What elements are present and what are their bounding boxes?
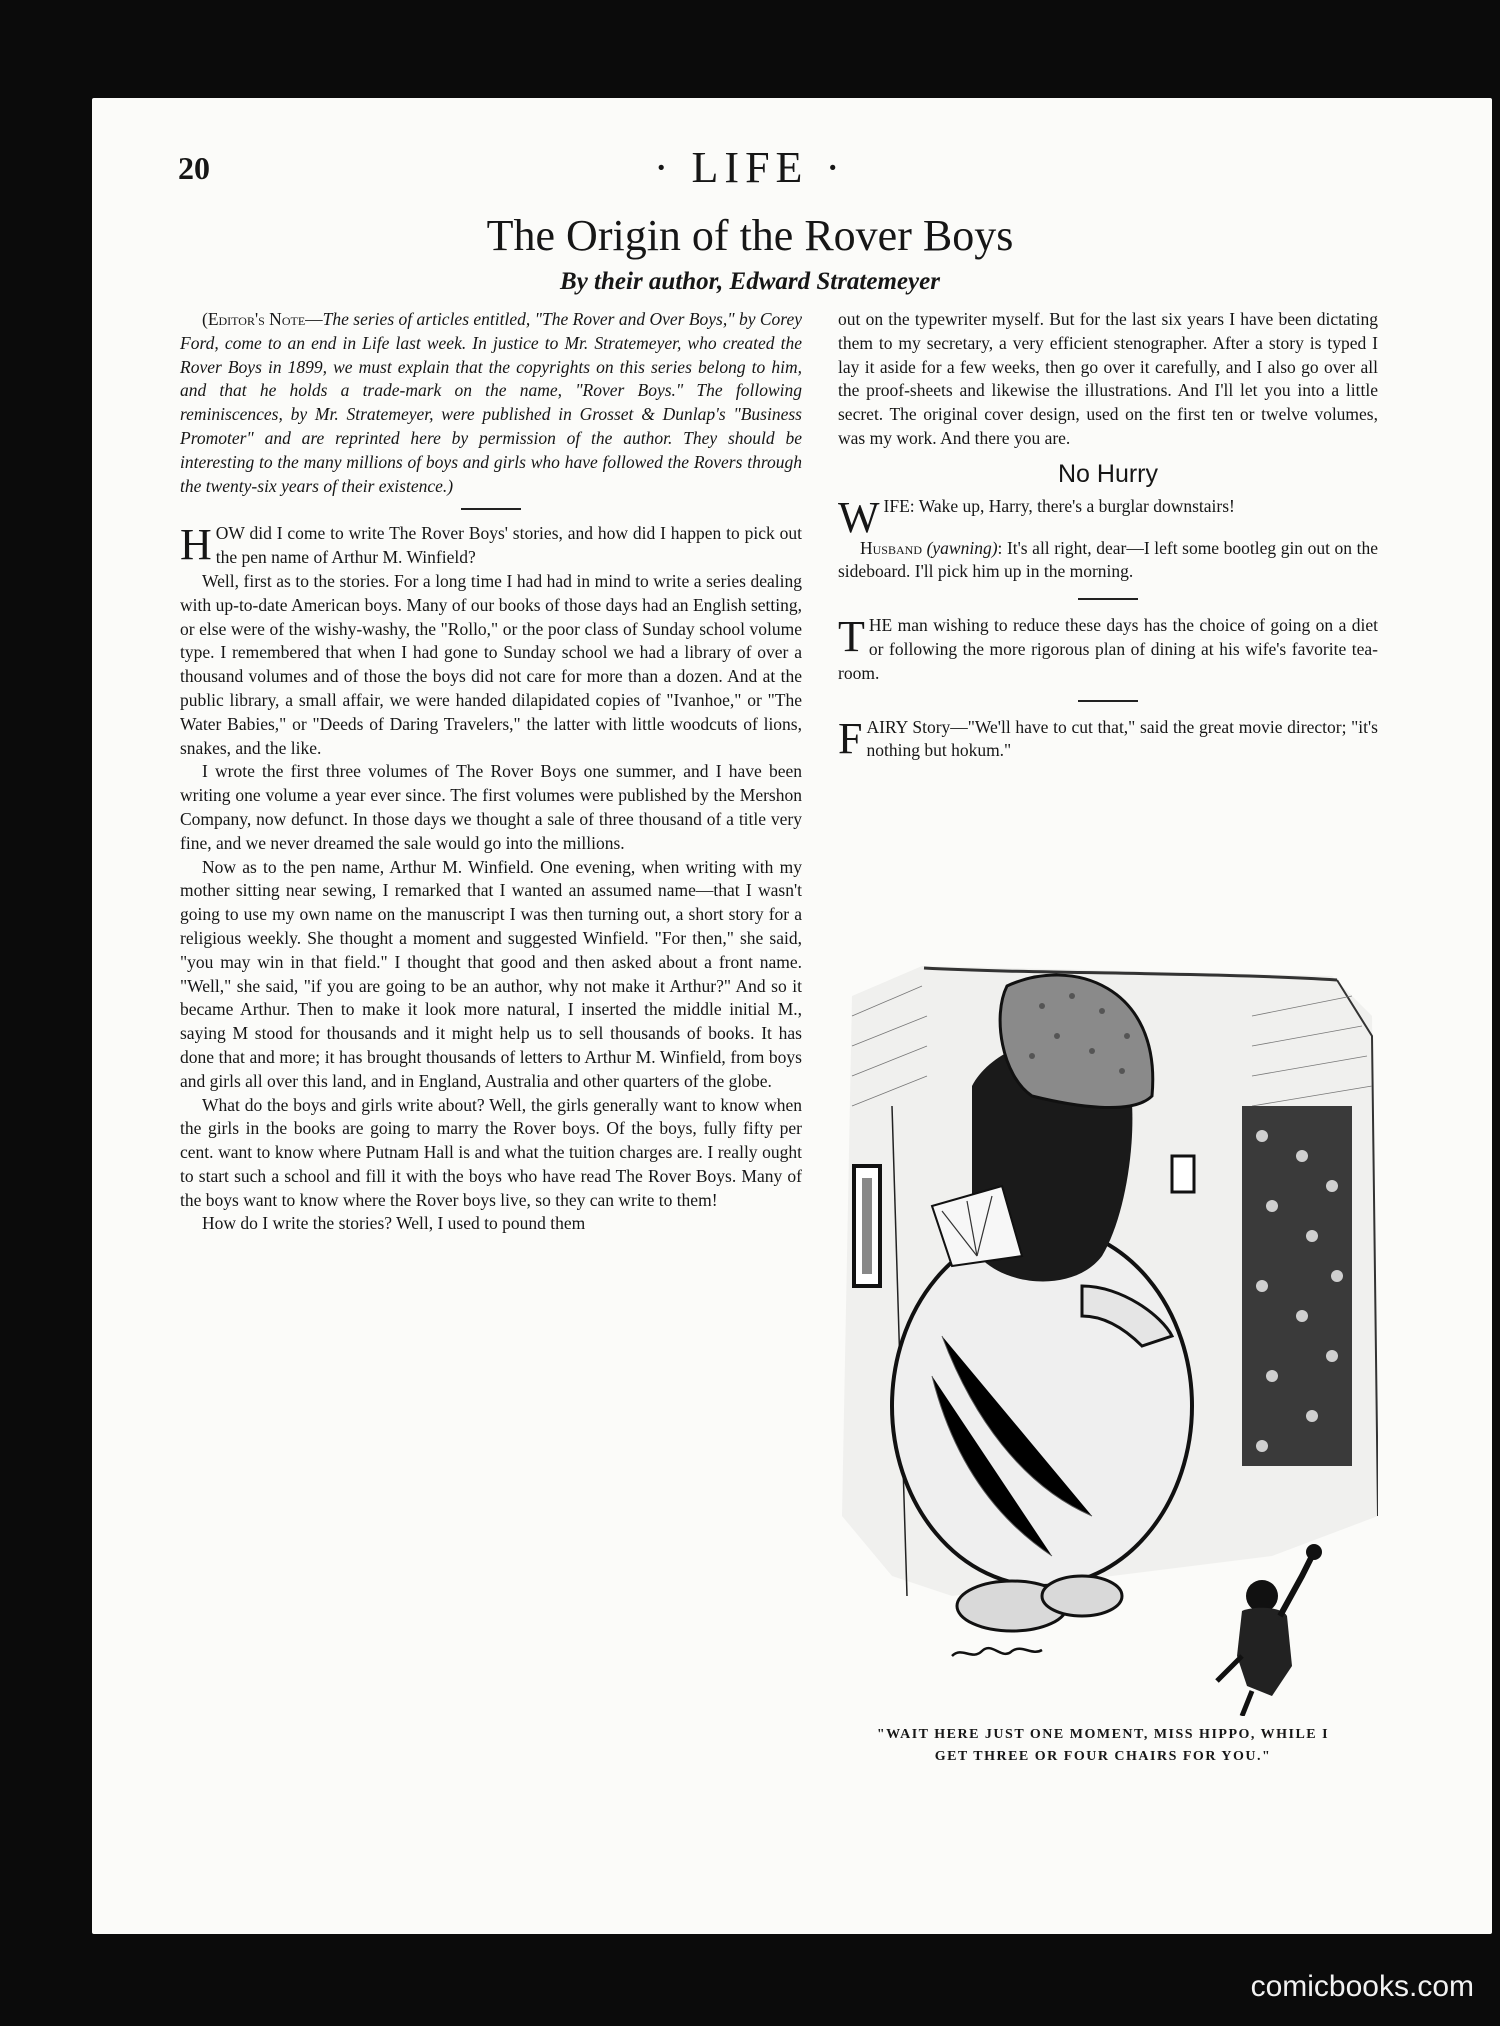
husband-text: : It's all right, dear—I left some bootleg gin out on the sideboard. I'll pick him up in the morning. bbox=[838, 537, 1379, 582]
small-man-figure bbox=[1217, 1544, 1322, 1716]
paragraph-3: I wrote the first three volumes of The Rover Boys one summer, and I have been writing one volume a year ever since. The first volumes were published by the Mershon Company, now defunct. In those days we thought a sale of three thousand of a title very fine, and we never dreamed the sale would go into the millions. bbox=[180, 761, 802, 853]
paragraph-5: What do the boys and girls write about? Well, the girls generally want to know when the girls in the books are going to marry the Rover boys. Of the boys, fully fifty per cent. want to know where Putnam Hall is and what the tuition charges are. I really ought to start such a school and fill it with the boys who have read The Rover Boys. Many of the boys want to know where the Rover boys live, so they can write to them! bbox=[180, 1094, 802, 1210]
husband-label: Husband bbox=[860, 537, 922, 558]
squib-fairy-story bbox=[838, 713, 1378, 764]
husband-aside: (yawning) bbox=[926, 537, 998, 558]
page-number: 20 bbox=[178, 150, 210, 186]
divider bbox=[1078, 598, 1138, 600]
no-hurry-husband bbox=[838, 537, 1378, 585]
magazine-masthead: · LIFE · bbox=[653, 143, 847, 192]
paragraph-4: Now as to the pen name, Arthur M. Winfield. One evening, when writing with my mother sitting near sewing, I remarked that I wanted an assumed name—that I wasn't going to use my own name on the manuscript I was then turning out, a short story for a religious weekly. She thought a moment and suggested Winfield. "For then," she said, "you may win in that field." I thought that good and then asked about a front name. "Well," she said, "if you are going to be an author, why not make it Arthur?" And so it became Arthur. Then to make it look more natural, I inserted the middle initial M., saying M stood for thousands and it might help us to sell thousands of books. It has done that and more; it has brought thousands of letters to Arthur M. Winfield, from boys and girls all over this land, and in England, Australia and other quarters of the globe. bbox=[180, 856, 802, 1091]
hippo-cartoon bbox=[832, 956, 1378, 1716]
divider bbox=[1078, 700, 1138, 702]
article-byline: By their author, Edward Stratemeyer bbox=[560, 268, 940, 295]
paragraph-6: How do I write the stories? Well, I used to pound them bbox=[202, 1213, 586, 1234]
drop-cap: W bbox=[838, 492, 880, 542]
no-hurry-title: No Hurry bbox=[1057, 459, 1158, 488]
cartoon-caption bbox=[830, 1724, 1376, 1768]
caption-line: GET THREE OR FOUR CHAIRS FOR YOU." bbox=[934, 1749, 1272, 1764]
wife-text: Wake up, Harry, there's a burglar downstairs! bbox=[914, 495, 1235, 516]
editors-note-text: The series of articles entitled, "The Rover and Over Boys," by Corey Ford, come to an end in Life last week. In justice to Mr. Stratemeyer, who created the Rover Boys in 1899, we must explain that the copyrights on this series belong to him, and that he holds a trade-mark on the name, "Rover Boys." The following reminiscences, by Mr. Stratemeyer, were published in Grosset & Dunlap's "Business Promoter" and are reprinted here by permission of the author. They should be interesting to the many millions of boys and girls who have followed the Rovers through the twenty-six years of their existence.) bbox=[180, 309, 802, 496]
editors-note bbox=[180, 308, 802, 498]
caption-line: "WAIT HERE JUST ONE MOMENT, MISS HIPPO, WHILE I bbox=[876, 1727, 1330, 1742]
wife-label: IFE: bbox=[883, 495, 915, 516]
left-column bbox=[180, 308, 802, 1236]
cartoon-illustration bbox=[832, 956, 1378, 1716]
drop-cap: H bbox=[180, 520, 212, 570]
paragraph-2: Well, first as to the stories. For a long time I had had in mind to write a series dealing with up-to-date American boys. Many of our books of those days had an English setting, or else were of the wishy-washy, the "Rollo," or the poor class of Sunday school volume type. I remembered that when I had gone to Sunday school we had a library of over a thousand volumes and of those the boys did not care for more than a dozen. And at the public library, a small affair, we were handed dilapidated copies of "Ivanhoe," or "The Water Babies," or "Deeds of Daring Travelers," the latter with little woodcuts of lions, snakes, and the like. bbox=[180, 570, 802, 758]
squib-text: HE man wishing to reduce these days has the choice of going on a diet or following the more rigorous plan of dining at his wife's favorite tea-room. bbox=[838, 615, 1378, 683]
drop-cap: T bbox=[838, 612, 865, 662]
no-hurry-wife bbox=[838, 492, 1378, 542]
paragraph-1 bbox=[180, 522, 802, 570]
editors-note-label: (Editor's Note— bbox=[202, 309, 323, 329]
drop-cap: F bbox=[838, 713, 863, 763]
paragraph-7: out on the typewriter myself. But for the last six years I have been dictating them to my secretary, a very efficient stenographer. After a story is typed I lay it aside for a few weeks, then go over it carefully, and I also go over all the proof-sheets and likewise the illustrations. And I'll let you into a little secret. The original cover design, used on the first ten or twelve volumes, was my work. And there you are. bbox=[838, 309, 1378, 448]
squib-diet bbox=[838, 614, 1378, 685]
paragraph-text: OW did I come to write The Rover Boys' stories, and how did I happen to pick out the pen name of Arthur M. Winfield? bbox=[215, 523, 802, 568]
divider bbox=[461, 508, 521, 510]
right-column bbox=[838, 308, 1378, 763]
article-title: The Origin of the Rover Boys bbox=[486, 211, 1014, 260]
artist-signature bbox=[952, 1648, 1042, 1656]
squib-text: AIRY Story—"We'll have to cut that," said the great movie director; "it's nothing but hokum." bbox=[866, 716, 1378, 761]
watermark: comicbooks.com bbox=[1250, 1970, 1474, 2003]
